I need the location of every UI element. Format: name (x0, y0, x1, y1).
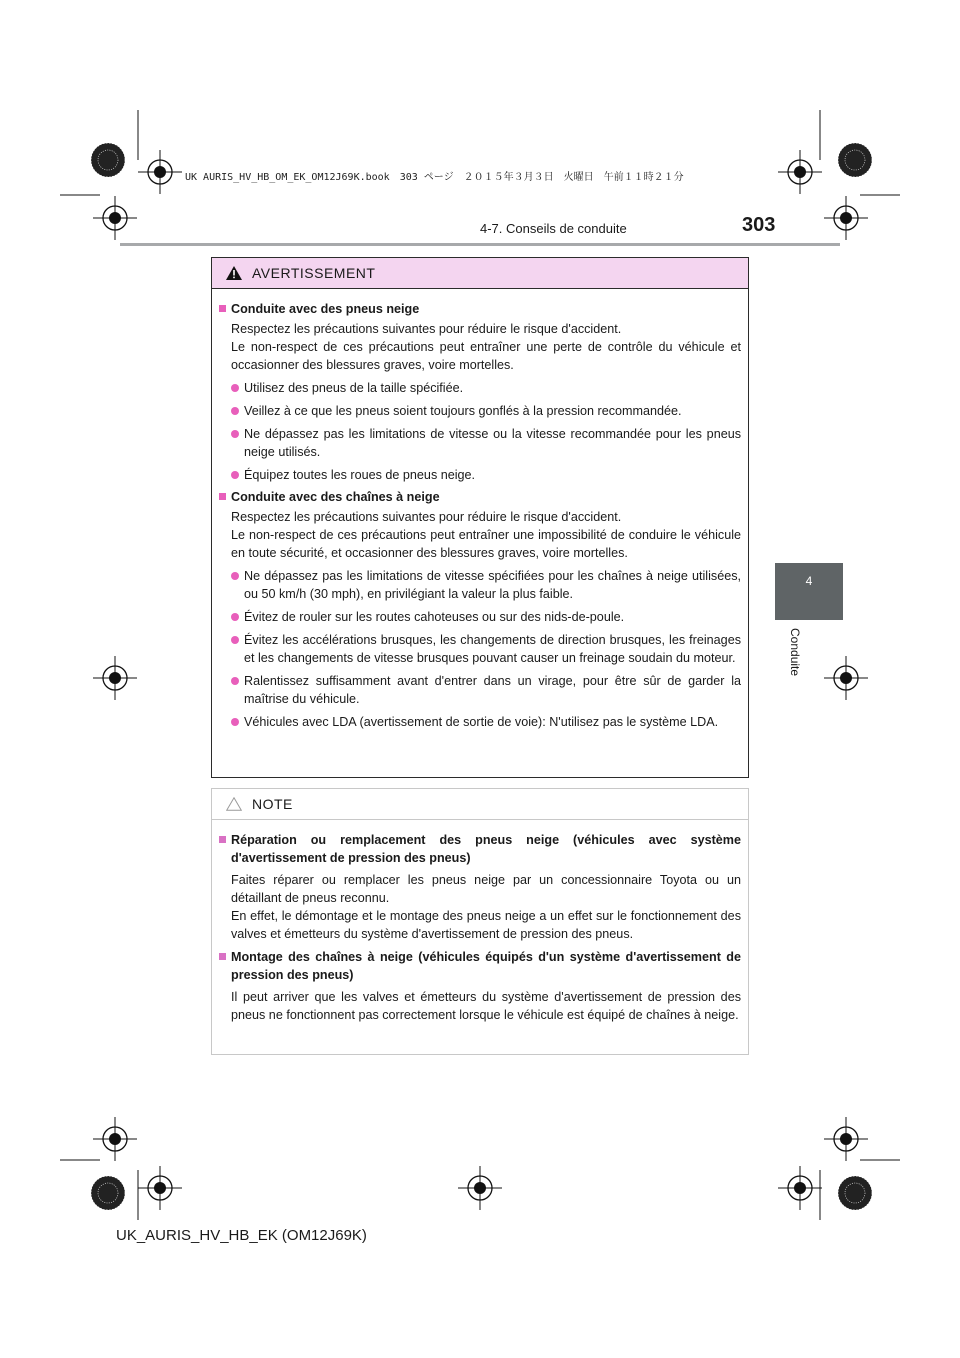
chapter-tab-number: 4 (805, 574, 813, 588)
paragraph: Respectez les précautions suivantes pour réduire le risque d'accident. (231, 322, 622, 336)
registration-mark-icon (91, 143, 125, 177)
round-bullet-icon (231, 718, 239, 726)
round-bullet-icon (231, 572, 239, 580)
round-bullet-icon (231, 613, 239, 621)
warning-box (211, 257, 749, 778)
round-bullet-icon (231, 384, 239, 392)
header-rule (120, 243, 840, 246)
document-code: UK_AURIS_HV_HB_EK (OM12J69K) (116, 1227, 367, 1244)
note-box (211, 788, 749, 1055)
list-item: Utilisez des pneus de la taille spécifiée. (219, 379, 741, 397)
paragraph: En effet, le démontage et le montage des pneus neige a un effet sur le fonctionnement des valves et émetteurs du système d'avertissement de pression des pneus. (231, 909, 741, 941)
registration-mark-icon (138, 150, 182, 194)
registration-mark-icon (778, 150, 822, 194)
paragraph: Le non-respect de ces précautions peut entraîner une perte de contrôle du véhicule et occasionner des blessures graves, voire mortelles. (231, 340, 741, 372)
list-item: Évitez de rouler sur les routes cahoteuses ou sur des nids-de-poule. (219, 608, 741, 626)
round-bullet-icon (231, 430, 239, 438)
registration-mark-icon (824, 196, 868, 240)
square-bullet-icon (219, 493, 226, 500)
warning-title: AVERTISSEMENT (252, 265, 376, 281)
warning-body (212, 289, 748, 731)
registration-mark-icon (458, 1166, 502, 1210)
square-bullet-icon (219, 953, 226, 960)
registration-mark-icon (91, 1176, 125, 1210)
registration-mark-icon (778, 1166, 822, 1210)
registration-mark-icon (824, 656, 868, 700)
paragraph: Il peut arriver que les valves et émetteurs du système d'avertissement de pression des pneus ne fonctionnent pas correctement lorsque le véhicule est équipé de chaînes à neige. (231, 990, 741, 1022)
paragraph: Faites réparer ou remplacer les pneus neige par un concessionnaire Toyota ou un détaillant de pneus reconnu. (231, 873, 741, 905)
note-section-heading: Réparation ou remplacement des pneus neige (véhicules avec système d'avertissement de pression des pneus) (219, 831, 741, 867)
registration-mark-icon (138, 1166, 182, 1210)
list-item: Veillez à ce que les pneus soient toujours gonflés à la pression recommandée. (219, 402, 741, 420)
chapter-tab-label: Conduite (788, 628, 802, 677)
list-item: Évitez les accélérations brusques, les changements de direction brusques, les freinages et les changements de vitesse brusques pouvant causer un freinage soudain du moteur. (219, 631, 741, 667)
note-header (212, 789, 748, 820)
round-bullet-icon (231, 471, 239, 479)
list-item: Équipez toutes les roues de pneus neige. (219, 466, 741, 484)
round-bullet-icon (231, 407, 239, 415)
list-item: Ne dépassez pas les limitations de vitesse spécifiées pour les chaînes à neige utilisées, ou 50 km/h (30 mph), en privilégiant la valeur la plus faible. (219, 567, 741, 603)
square-bullet-icon (219, 836, 226, 843)
round-bullet-icon (231, 677, 239, 685)
registration-mark-icon (93, 656, 137, 700)
book-imprint: UK AURIS_HV_HB_OM_EK_OM12J69K.book 303 ページ ２０１５年３月３日 火曜日 午前１１時２１分 (185, 172, 684, 183)
page-number: 303 (742, 214, 776, 236)
warning-triangle-icon (226, 266, 242, 280)
chapter-tab (775, 563, 843, 620)
registration-mark-icon (838, 1176, 872, 1210)
registration-mark-icon (93, 196, 137, 240)
registration-mark-icon (838, 143, 872, 177)
note-section-heading: Montage des chaînes à neige (véhicules équipés d'un système d'avertissement de pression des pneus) (219, 948, 741, 984)
note-title: NOTE (252, 796, 293, 812)
warning-section-heading: Conduite avec des chaînes à neige (219, 488, 741, 506)
note-body (212, 820, 748, 1024)
paragraph: Respectez les précautions suivantes pour réduire le risque d'accident. (231, 510, 622, 524)
warning-section-heading: Conduite avec des pneus neige (219, 300, 741, 318)
warning-header (212, 258, 748, 289)
registration-mark-icon (824, 1117, 868, 1161)
paragraph: Le non-respect de ces précautions peut entraîner une impossibilité de conduire le véhicule en toute sécurité, et occasionner des blessures graves, voire mortelles. (231, 528, 741, 560)
list-item: Véhicules avec LDA (avertissement de sortie de voie): N'utilisez pas le système LDA. (219, 713, 741, 731)
registration-mark-icon (93, 1117, 137, 1161)
section-title: 4-7. Conseils de conduite (480, 221, 627, 236)
list-item: Ne dépassez pas les limitations de vitesse ou la vitesse recommandée pour les pneus neige utilisés. (219, 425, 741, 461)
round-bullet-icon (231, 636, 239, 644)
caution-triangle-icon (226, 797, 242, 811)
square-bullet-icon (219, 305, 226, 312)
list-item: Ralentissez suffisamment avant d'entrer dans un virage, pour être sûr de garder la maîtrise du véhicule. (219, 672, 741, 708)
